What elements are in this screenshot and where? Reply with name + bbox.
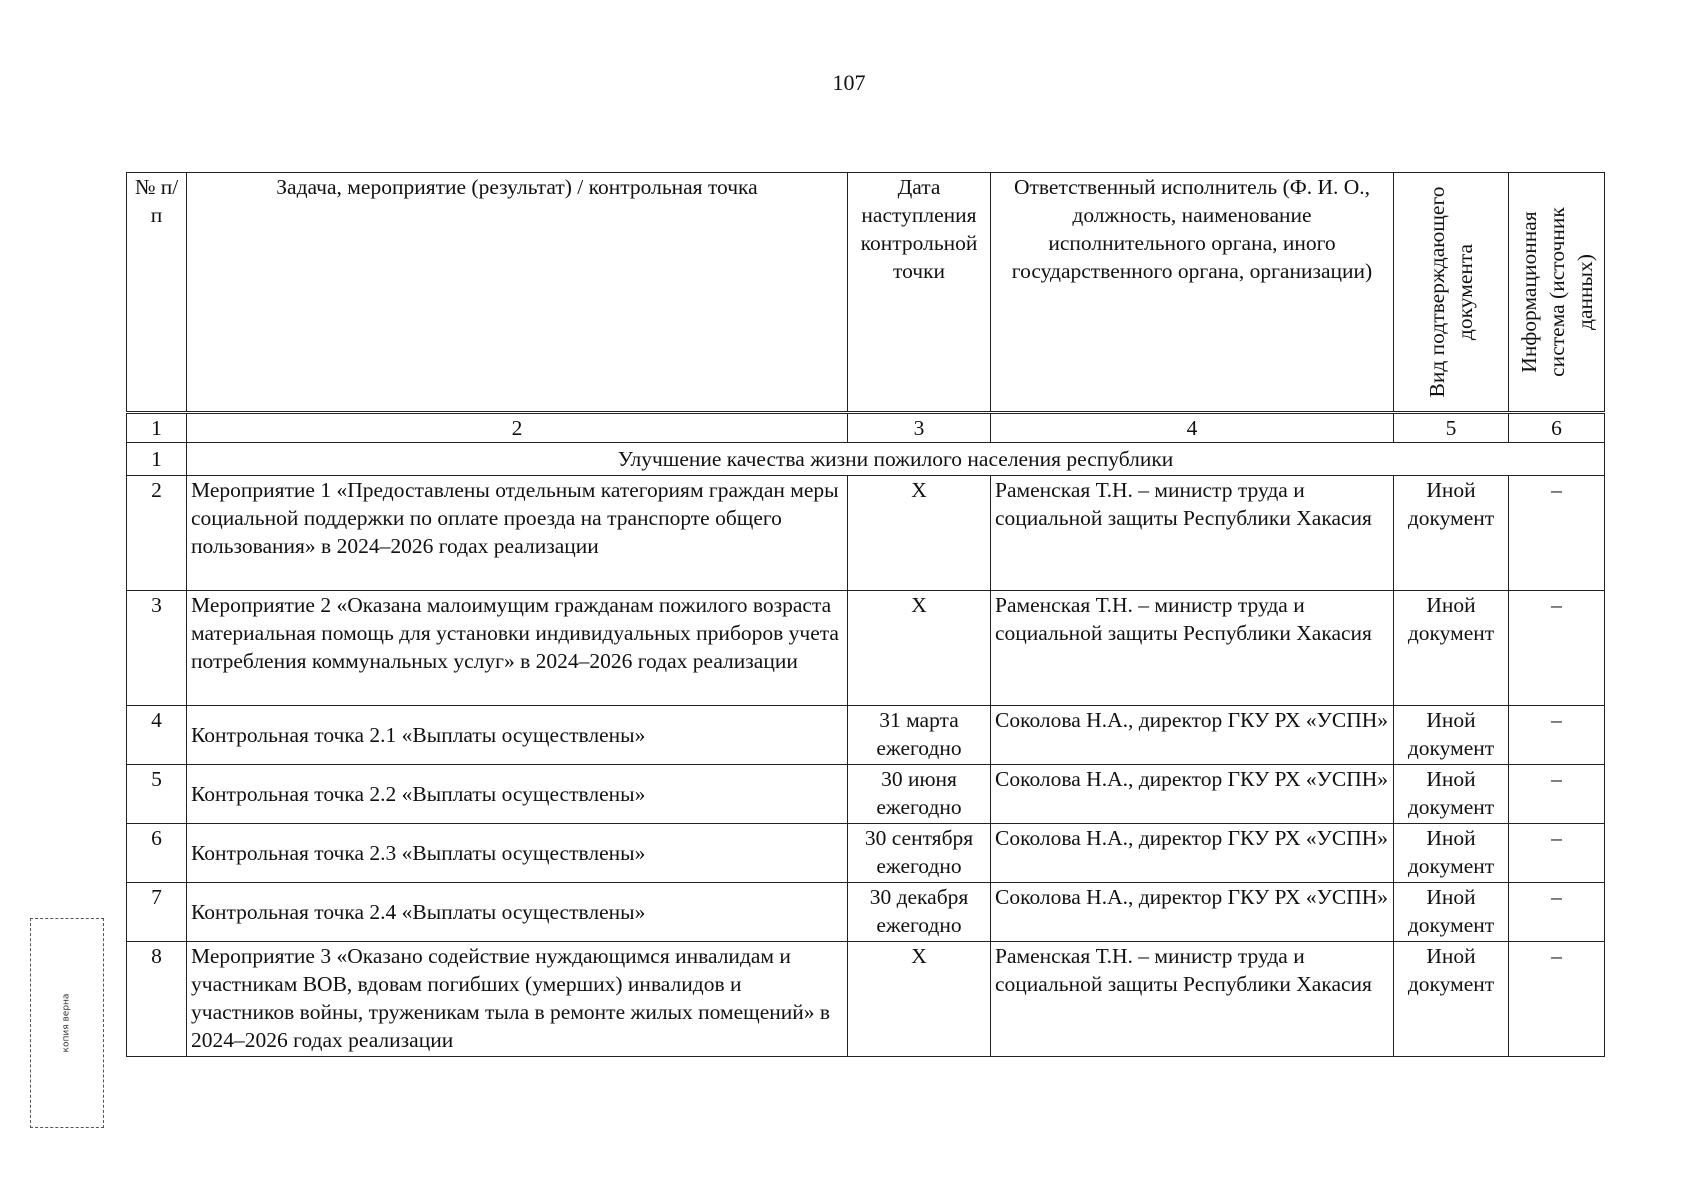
- row-system: –: [1509, 765, 1605, 824]
- row-num: 7: [127, 883, 187, 942]
- column-number: 1: [127, 413, 187, 443]
- row-num: 8: [127, 942, 187, 1057]
- control-points-table: [126, 172, 1605, 1057]
- column-number: 6: [1509, 413, 1605, 443]
- header-date: Дата наступления контрольной точки: [848, 173, 991, 413]
- section-title: Улучшение качества жизни пожилого населения республики: [187, 443, 1605, 476]
- table-row: [127, 476, 1605, 591]
- row-task: Контрольная точка 2.2 «Выплаты осуществлены»: [187, 765, 848, 824]
- header-task: Задача, мероприятие (результат) / контрольная точка: [187, 173, 848, 413]
- row-doc: Иной документ: [1394, 942, 1509, 1057]
- row-date: 30 сентября ежегодно: [848, 824, 991, 883]
- table-row: [127, 706, 1605, 765]
- row-task: Мероприятие 1 «Предоставлены отдельным категориям граждан меры социальной поддержки по оплате проезда на транспорте общего пользования» в 2024–2026 годах реализации: [187, 476, 848, 591]
- row-responsible: Соколова Н.А., директор ГКУ РХ «УСПН»: [991, 765, 1394, 824]
- row-date: 31 марта ежегодно: [848, 706, 991, 765]
- row-responsible: Раменская Т.Н. – министр труда и социальной защиты Республики Хакасия: [991, 591, 1394, 706]
- table-row: [127, 883, 1605, 942]
- row-doc: Иной документ: [1394, 765, 1509, 824]
- row-num: 3: [127, 591, 187, 706]
- row-date: Х: [848, 591, 991, 706]
- column-numbers-row: [127, 413, 1605, 443]
- row-doc: Иной документ: [1394, 476, 1509, 591]
- column-number: 4: [991, 413, 1394, 443]
- header-row: [127, 173, 1605, 413]
- row-responsible: Соколова Н.А., директор ГКУ РХ «УСПН»: [991, 824, 1394, 883]
- row-date: Х: [848, 942, 991, 1057]
- row-date: 30 июня ежегодно: [848, 765, 991, 824]
- table-row: [127, 824, 1605, 883]
- row-task: Мероприятие 2 «Оказана малоимущим гражданам пожилого возраста материальная помощь для установки индивидуальных приборов учета потребления коммунальных услуг» в 2024–2026 годах реализации: [187, 591, 848, 706]
- header-responsible: Ответственный исполнитель (Ф. И. О., должность, наименование исполнительного органа, иного государственного органа, организации): [991, 173, 1394, 413]
- header-doc-type: Вид подтверждающего документа: [1394, 173, 1509, 413]
- row-system: –: [1509, 883, 1605, 942]
- row-system: –: [1509, 476, 1605, 591]
- row-responsible: Соколова Н.А., директор ГКУ РХ «УСПН»: [991, 706, 1394, 765]
- column-number: 3: [848, 413, 991, 443]
- row-doc: Иной документ: [1394, 591, 1509, 706]
- row-responsible: Раменская Т.Н. – министр труда и социальной защиты Республики Хакасия: [991, 476, 1394, 591]
- row-task: Мероприятие 3 «Оказано содействие нуждающимся инвалидам и участникам ВОВ, вдовам погибших (умерших) инвалидов и участников войны, труженикам тыла в ремонте жилых помещений» в 2024–2026 годах реализации: [187, 942, 848, 1057]
- stamp-text: копия верна: [61, 993, 72, 1053]
- row-num: 6: [127, 824, 187, 883]
- header-num: № п/п: [127, 173, 187, 413]
- column-number: 2: [187, 413, 848, 443]
- row-doc: Иной документ: [1394, 706, 1509, 765]
- approval-stamp: [30, 918, 104, 1128]
- row-responsible: Раменская Т.Н. – министр труда и социальной защиты Республики Хакасия: [991, 942, 1394, 1057]
- row-task: Контрольная точка 2.1 «Выплаты осуществлены»: [187, 706, 848, 765]
- row-system: –: [1509, 824, 1605, 883]
- row-date: Х: [848, 476, 991, 591]
- row-doc: Иной документ: [1394, 824, 1509, 883]
- column-number: 5: [1394, 413, 1509, 443]
- row-task: Контрольная точка 2.4 «Выплаты осуществлены»: [187, 883, 848, 942]
- row-system: –: [1509, 942, 1605, 1057]
- section-row: [127, 443, 1605, 476]
- row-date: 30 декабря ежегодно: [848, 883, 991, 942]
- row-num: 5: [127, 765, 187, 824]
- row-system: –: [1509, 706, 1605, 765]
- row-system: –: [1509, 591, 1605, 706]
- table-row: [127, 942, 1605, 1057]
- row-num: 4: [127, 706, 187, 765]
- header-info-system: Информационная система (источник данных): [1509, 173, 1605, 413]
- row-task: Контрольная точка 2.3 «Выплаты осуществлены»: [187, 824, 848, 883]
- table-row: [127, 591, 1605, 706]
- row-responsible: Соколова Н.А., директор ГКУ РХ «УСПН»: [991, 883, 1394, 942]
- row-doc: Иной документ: [1394, 883, 1509, 942]
- section-num: 1: [127, 443, 187, 476]
- page-number: 107: [832, 70, 866, 95]
- table-row: [127, 765, 1605, 824]
- row-num: 2: [127, 476, 187, 591]
